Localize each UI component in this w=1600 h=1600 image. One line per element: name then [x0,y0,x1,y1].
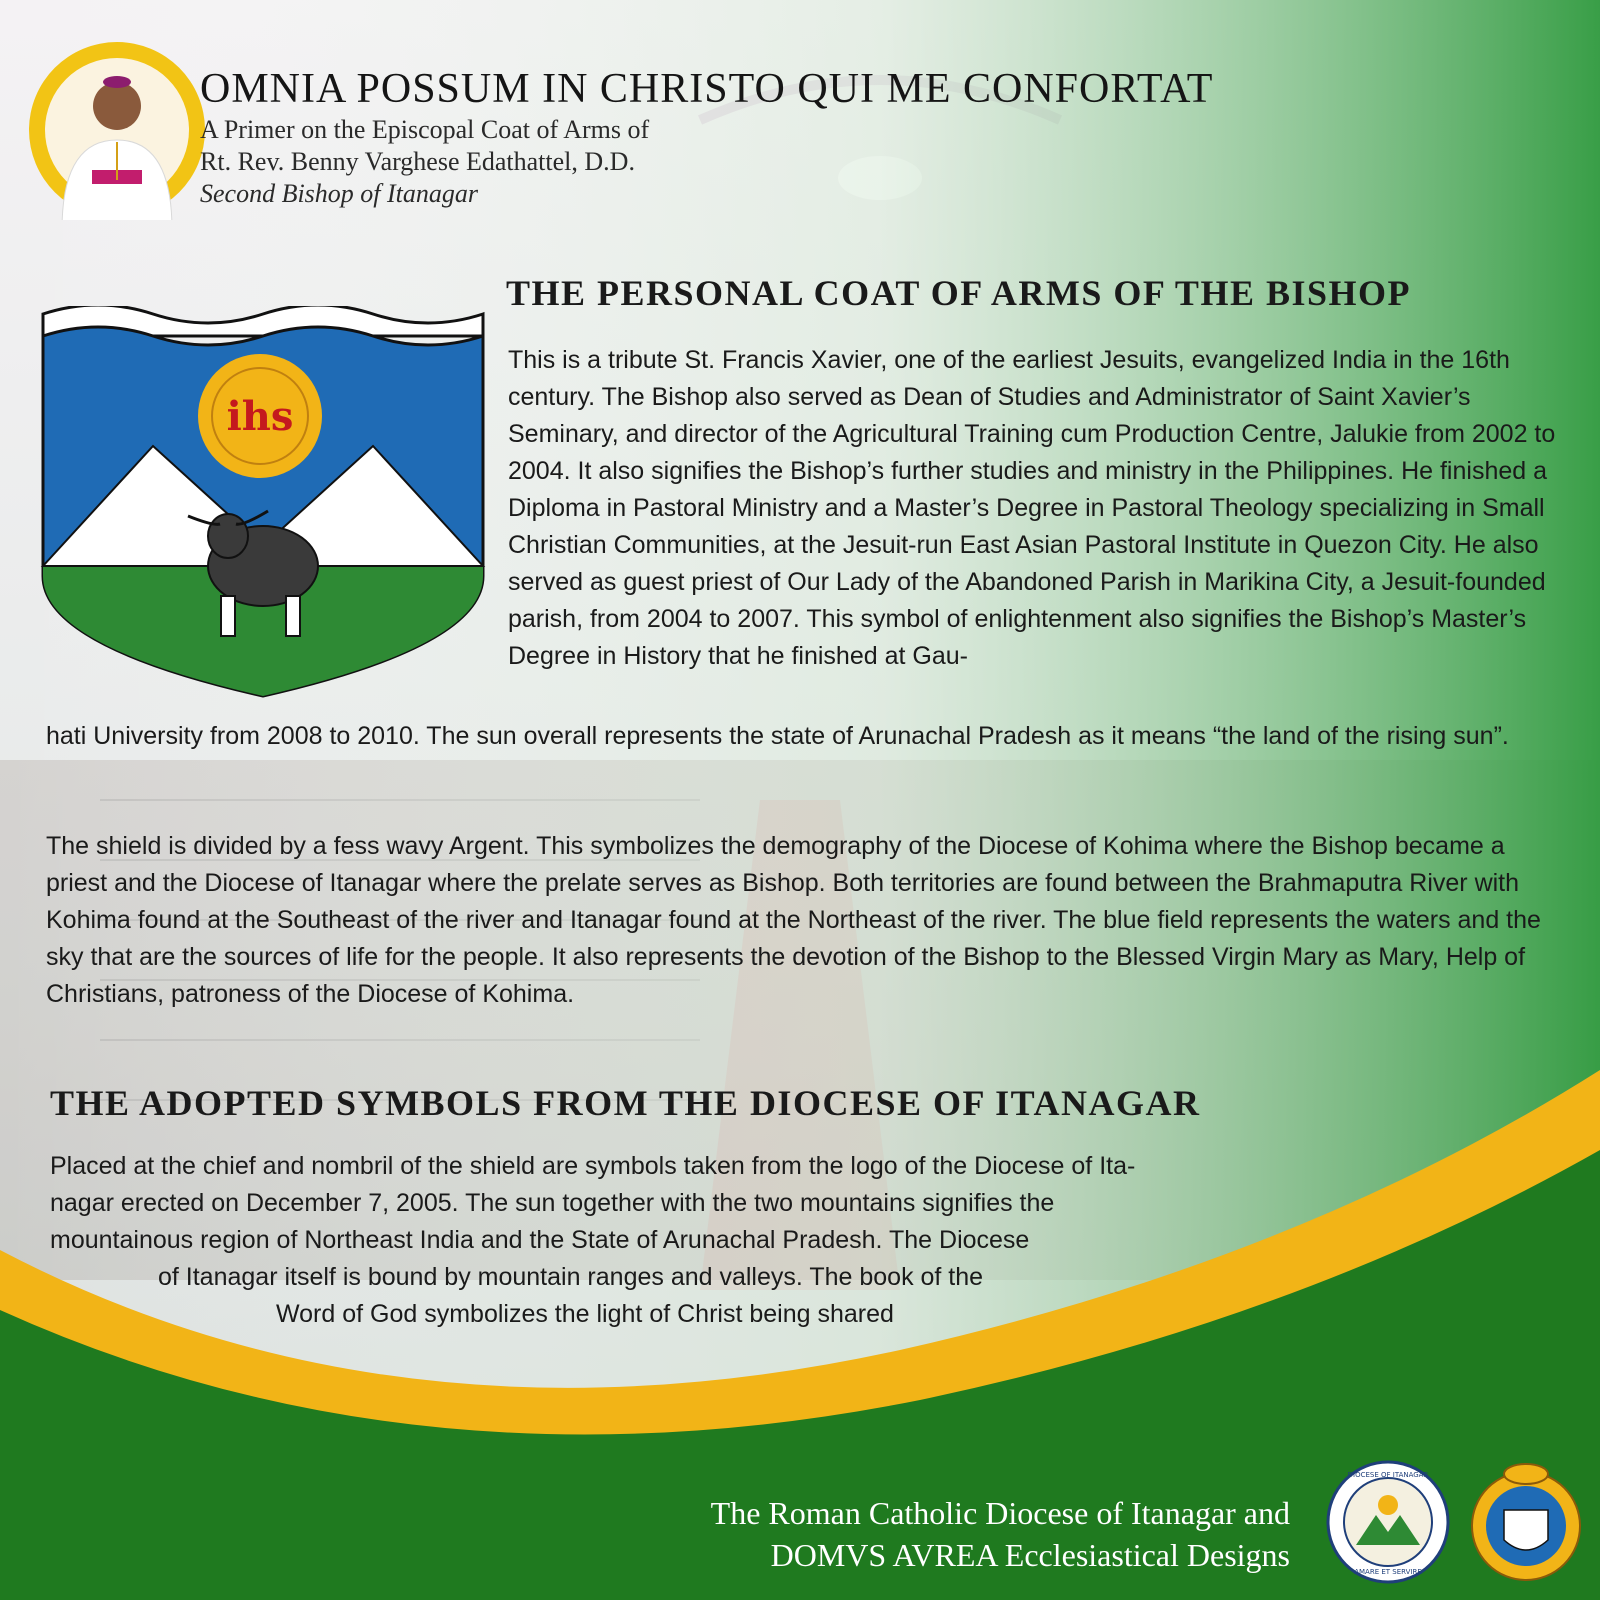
subtitle-line2: Rt. Rev. Benny Varghese Edathattel, D.D. [200,147,635,176]
header [200,64,1300,210]
section1-heading: THE PERSONAL COAT OF ARMS OF THE BISHOP [506,273,1411,313]
footer-credits [711,1492,1290,1576]
subtitle-line1: A Primer on the Episcopal Coat of Arms of [200,115,650,144]
coat-of-arms-shield [38,306,488,706]
svg-text:DIOCESE OF ITANAGAR: DIOCESE OF ITANAGAR [1347,1471,1429,1479]
section2-line2: nagar erected on December 7, 2005. The sun together with the two mountains signifies the [50,1189,1055,1217]
footer-line1: The Roman Catholic Diocese of Itanagar and [710,1495,1290,1531]
diocese-seal-icon [1326,1460,1450,1584]
footer-line2: DOMVS AVREA Ecclesiastical Designs [770,1537,1290,1573]
ihs-monogram: ihs [226,393,294,440]
section1-para1-wrapped: This is a tribute St. Francis Xavier, one of the earliest Jesuits, evangelized India in the 16th century. The Bishop also served as Dean of Studies and Administrator of Saint Xavier’s Seminary, and director of the Agricultural Training cum Production Centre, Jalukie from 2002 to 2004. It also signifies the Bishop’s further studies and ministry in the Philippines. He finished a Diploma in Pastoral Ministry and a Master’s Degree in Pastoral Theology specializing in Small Christian Communities, at the Jesuit-run East Asian Pastoral Institute in Quezon City. He also served as guest priest of Our Lady of the Abandoned Parish in Marikina City, a Jesuit-founded parish, from 2004 to 2007. This symbol of enlightenment also signifies the Bishop’s Master’s Degree in History that he finished at Gau- [508,346,1556,670]
section2-line4: of Itanagar itself is bound by mountain ranges and valleys. The book of the [158,1263,984,1291]
subtitle-line3: Second Bishop of Itanagar [200,179,479,208]
svg-text:AMARE ET SERVIRE: AMARE ET SERVIRE [1354,1568,1422,1576]
section2-line5: Word of God symbolizes the light of Christ being shared [276,1300,894,1328]
bishop-arms-seal-icon [1464,1460,1588,1584]
section1-para1-continued: hati University from 2008 to 2010. The sun overall represents the state of Arunachal Pradesh as it means “the land of the rising sun”. [46,722,1509,750]
section1-para2: The shield is divided by a fess wavy Argent. This symbolizes the demography of the Diocese of Kohima where the Bishop became a priest and the Diocese of Itanagar where the prelate serves as Bishop. Both territories are found between the Brahmaputra River with Kohima found at the Southeast of the river and Itanagar found at the Northeast of the river. The blue field represents the waters and the sky that are the sources of life for the people. It also represents the devotion of the Bishop to the Blessed Virgin Mary as Mary, Help of Christians, patroness of the Diocese of Kohima. [46,832,1541,1008]
bishop-portrait [22,30,212,220]
motto: OMNIA POSSUM IN CHRISTO QUI ME CONFORTAT [200,66,1214,112]
section2-line3: mountainous region of Northeast India and the State of Arunachal Pradesh. The Diocese [50,1226,1030,1254]
section2-line1: Placed at the chief and nombril of the shield are symbols taken from the logo of the Diocese of Ita- [50,1152,1136,1180]
section2-heading: THE ADOPTED SYMBOLS FROM THE DIOCESE OF ITANAGAR [50,1083,1201,1123]
